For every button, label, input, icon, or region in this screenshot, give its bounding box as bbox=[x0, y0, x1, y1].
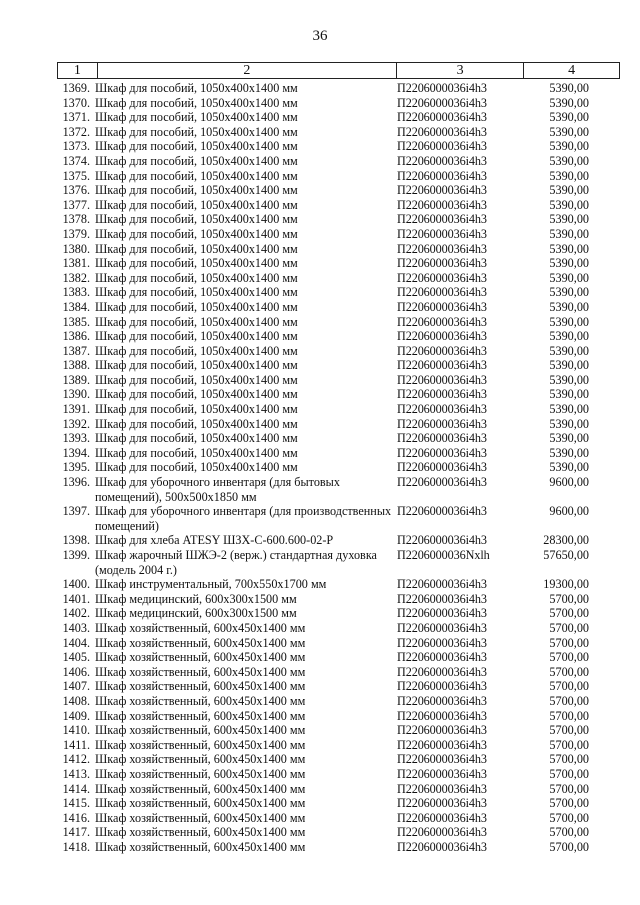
table-row bbox=[0, 796, 640, 811]
item-code: П2206000036і4h3 bbox=[397, 781, 487, 796]
column-header: 2 bbox=[98, 63, 397, 78]
item-code: П2206000036і4h3 bbox=[397, 737, 487, 752]
item-name: Шкаф хозяйственный, 600х450х1400 мм bbox=[95, 723, 306, 738]
item-code: П2206000036і4h3 bbox=[397, 197, 487, 212]
item-price: 5390,00 bbox=[549, 343, 589, 358]
table-row bbox=[0, 840, 640, 855]
item-code: П2206000036і4h3 bbox=[397, 329, 487, 344]
item-code: П2206000036і4h3 bbox=[397, 635, 487, 650]
table-row bbox=[0, 825, 640, 840]
table-row bbox=[0, 139, 640, 154]
item-name: Шкаф для пособий, 1050х400х1400 мм bbox=[95, 139, 298, 154]
item-code: П2206000036і4h3 bbox=[397, 343, 487, 358]
row-number: 1396. bbox=[62, 475, 90, 490]
table-row bbox=[0, 533, 640, 548]
table-row bbox=[0, 242, 640, 257]
item-code: П2206000036і4h3 bbox=[397, 825, 487, 840]
row-number: 1372. bbox=[62, 124, 90, 139]
table-row bbox=[0, 256, 640, 271]
item-price: 5390,00 bbox=[549, 153, 589, 168]
item-name: Шкаф для пособий, 1050х400х1400 мм bbox=[95, 212, 298, 227]
item-name: Шкаф хозяйственный, 600х450х1400 мм bbox=[95, 766, 306, 781]
item-price: 5390,00 bbox=[549, 241, 589, 256]
item-code: П2206000036і4h3 bbox=[397, 314, 487, 329]
item-name: Шкаф для пособий, 1050х400х1400 мм bbox=[95, 343, 298, 358]
item-code: П2206000036і4h3 bbox=[397, 796, 487, 811]
item-code: П2206000036і4h3 bbox=[397, 139, 487, 154]
item-price: 5700,00 bbox=[549, 810, 589, 825]
item-code: П2206000036і4h3 bbox=[397, 402, 487, 417]
item-price: 5390,00 bbox=[549, 445, 589, 460]
row-number: 1418. bbox=[62, 839, 90, 854]
item-code: П2206000036і4h3 bbox=[397, 299, 487, 314]
table-row bbox=[0, 402, 640, 417]
item-price: 5390,00 bbox=[549, 402, 589, 417]
item-code: П2206000036і4h3 bbox=[397, 752, 487, 767]
table-row bbox=[0, 387, 640, 402]
table-row bbox=[0, 169, 640, 184]
row-number: 1397. bbox=[62, 504, 90, 519]
item-name: Шкаф для пособий, 1050х400х1400 мм bbox=[95, 416, 298, 431]
item-name: Шкаф хозяйственный, 600х450х1400 мм bbox=[95, 650, 306, 665]
row-number: 1415. bbox=[62, 796, 90, 811]
row-number: 1388. bbox=[62, 358, 90, 373]
item-price: 5390,00 bbox=[549, 270, 589, 285]
item-name: Шкаф для пособий, 1050х400х1400 мм bbox=[95, 460, 298, 475]
row-number: 1406. bbox=[62, 664, 90, 679]
item-price: 5390,00 bbox=[549, 197, 589, 212]
item-price: 5390,00 bbox=[549, 387, 589, 402]
table-row bbox=[0, 329, 640, 344]
item-code: П2206000036і4h3 bbox=[397, 110, 487, 125]
row-number: 1376. bbox=[62, 183, 90, 198]
table-row bbox=[0, 621, 640, 636]
item-price: 57650,00 bbox=[543, 548, 589, 562]
item-name: Шкаф медицинский, 600х300х1500 мм bbox=[95, 591, 297, 606]
table-row bbox=[0, 738, 640, 753]
table-row bbox=[0, 417, 640, 432]
column-header: 3 bbox=[397, 63, 525, 78]
item-code: П2206000036і4h3 bbox=[397, 693, 487, 708]
table-row bbox=[0, 125, 640, 140]
row-number: 1412. bbox=[62, 752, 90, 767]
item-code: П2206000036і4h3 bbox=[397, 708, 487, 723]
row-number: 1377. bbox=[62, 197, 90, 212]
row-number: 1391. bbox=[62, 402, 90, 417]
item-code: П2206000036і4h3 bbox=[397, 620, 487, 635]
item-code: П2206000036і4h3 bbox=[397, 241, 487, 256]
row-number: 1410. bbox=[62, 723, 90, 738]
row-number: 1399. bbox=[62, 548, 90, 562]
item-code: П2206000036і4h3 bbox=[397, 606, 487, 621]
item-name: Шкаф жарочный ШЖЭ-2 (верж.) стандартная духовка (модель 2004 г.) bbox=[95, 548, 377, 577]
item-code: П2206000036і4h3 bbox=[397, 591, 487, 606]
table-row bbox=[0, 577, 640, 592]
item-name: Шкаф хозяйственный, 600х450х1400 мм bbox=[95, 693, 306, 708]
table-row bbox=[0, 475, 640, 504]
item-name: Шкаф для хлеба ATESY ШЗХ-С-600.600-02-Р bbox=[95, 533, 334, 548]
item-name: Шкаф для уборочного инвентаря (для производственных помещений) bbox=[95, 504, 392, 533]
item-name: Шкаф хозяйственный, 600х450х1400 мм bbox=[95, 810, 306, 825]
item-code: П2206000036і4h3 bbox=[397, 285, 487, 300]
item-code: П2206000036і4h3 bbox=[397, 183, 487, 198]
item-name: Шкаф для пособий, 1050х400х1400 мм bbox=[95, 110, 298, 125]
item-price: 9600,00 bbox=[549, 504, 589, 519]
row-number: 1381. bbox=[62, 256, 90, 271]
item-code: П2206000036і4h3 bbox=[397, 95, 487, 110]
item-price: 5390,00 bbox=[549, 329, 589, 344]
item-name: Шкаф для пособий, 1050х400х1400 мм bbox=[95, 445, 298, 460]
item-name: Шкаф хозяйственный, 600х450х1400 мм bbox=[95, 708, 306, 723]
item-price: 5700,00 bbox=[549, 737, 589, 752]
item-name: Шкаф для пособий, 1050х400х1400 мм bbox=[95, 387, 298, 402]
item-price: 5390,00 bbox=[549, 431, 589, 446]
item-code: П2206000036і4h3 bbox=[397, 212, 487, 227]
item-price: 5700,00 bbox=[549, 693, 589, 708]
item-code: П2206000036і4h3 bbox=[397, 226, 487, 241]
item-name: Шкаф для пособий, 1050х400х1400 мм bbox=[95, 168, 298, 183]
table-row bbox=[0, 723, 640, 738]
item-price: 5390,00 bbox=[549, 299, 589, 314]
item-name: Шкаф для пособий, 1050х400х1400 мм bbox=[95, 81, 298, 95]
row-number: 1387. bbox=[62, 343, 90, 358]
item-price: 5390,00 bbox=[549, 81, 589, 95]
table-row bbox=[0, 373, 640, 388]
item-price: 5390,00 bbox=[549, 95, 589, 110]
row-number: 1380. bbox=[62, 241, 90, 256]
item-price: 5390,00 bbox=[549, 183, 589, 198]
item-price: 5390,00 bbox=[549, 110, 589, 125]
item-code: П2206000036і4h3 bbox=[397, 153, 487, 168]
item-price: 5700,00 bbox=[549, 752, 589, 767]
item-name: Шкаф хозяйственный, 600х450х1400 мм bbox=[95, 620, 306, 635]
table-row bbox=[0, 271, 640, 286]
item-price: 5700,00 bbox=[549, 650, 589, 665]
table-row bbox=[0, 212, 640, 227]
table-row bbox=[0, 665, 640, 680]
item-name: Шкаф хозяйственный, 600х450х1400 мм bbox=[95, 839, 306, 854]
row-number: 1409. bbox=[62, 708, 90, 723]
item-code: П2206000036і4h3 bbox=[397, 124, 487, 139]
item-price: 5700,00 bbox=[549, 606, 589, 621]
item-name: Шкаф для пособий, 1050х400х1400 мм bbox=[95, 402, 298, 417]
item-name: Шкаф для пособий, 1050х400х1400 мм bbox=[95, 299, 298, 314]
item-price: 5390,00 bbox=[549, 460, 589, 475]
item-name: Шкаф для пособий, 1050х400х1400 мм bbox=[95, 431, 298, 446]
item-name: Шкаф для пособий, 1050х400х1400 мм bbox=[95, 124, 298, 139]
item-name: Шкаф для пособий, 1050х400х1400 мм bbox=[95, 241, 298, 256]
item-code: П2206000036і4h3 bbox=[397, 81, 487, 95]
item-name: Шкаф хозяйственный, 600х450х1400 мм bbox=[95, 679, 306, 694]
item-code: П2206000036і4h3 bbox=[397, 256, 487, 271]
table-row bbox=[0, 227, 640, 242]
item-price: 5700,00 bbox=[549, 679, 589, 694]
item-price: 5390,00 bbox=[549, 139, 589, 154]
item-name: Шкаф хозяйственный, 600х450х1400 мм bbox=[95, 796, 306, 811]
item-code: П2206000036і4h3 bbox=[397, 460, 487, 475]
table-row bbox=[0, 650, 640, 665]
item-name: Шкаф для пособий, 1050х400х1400 мм bbox=[95, 358, 298, 373]
row-number: 1375. bbox=[62, 168, 90, 183]
item-price: 5390,00 bbox=[549, 226, 589, 241]
item-name: Шкаф для пособий, 1050х400х1400 мм bbox=[95, 270, 298, 285]
table-row bbox=[0, 154, 640, 169]
row-number: 1374. bbox=[62, 153, 90, 168]
item-code: П2206000036і4h3 bbox=[397, 839, 487, 854]
table-row bbox=[0, 811, 640, 826]
row-number: 1404. bbox=[62, 635, 90, 650]
item-code: П2206000036і4h3 bbox=[397, 372, 487, 387]
table-row bbox=[0, 548, 640, 577]
item-price: 5390,00 bbox=[549, 416, 589, 431]
item-code: П2206000036і4h3 bbox=[397, 577, 487, 592]
table-row bbox=[0, 315, 640, 330]
row-number: 1401. bbox=[62, 591, 90, 606]
item-code: П2206000036і4h3 bbox=[397, 358, 487, 373]
item-code: П2206000036і4h3 bbox=[397, 270, 487, 285]
row-number: 1405. bbox=[62, 650, 90, 665]
item-price: 5700,00 bbox=[549, 620, 589, 635]
item-price: 5390,00 bbox=[549, 372, 589, 387]
item-name: Шкаф медицинский, 600х300х1500 мм bbox=[95, 606, 297, 621]
table-row bbox=[0, 709, 640, 724]
item-code: П2206000036і4h3 bbox=[397, 723, 487, 738]
item-price: 5390,00 bbox=[549, 256, 589, 271]
table-row bbox=[0, 679, 640, 694]
item-price: 5390,00 bbox=[549, 285, 589, 300]
row-number: 1402. bbox=[62, 606, 90, 621]
table-row bbox=[0, 694, 640, 709]
item-price: 5700,00 bbox=[549, 708, 589, 723]
item-name: Шкаф инструментальный, 700х550х1700 мм bbox=[95, 577, 327, 592]
row-number: 1383. bbox=[62, 285, 90, 300]
item-price: 5700,00 bbox=[549, 723, 589, 738]
item-name: Шкаф хозяйственный, 600х450х1400 мм bbox=[95, 737, 306, 752]
row-number: 1417. bbox=[62, 825, 90, 840]
item-name: Шкаф для пособий, 1050х400х1400 мм bbox=[95, 183, 298, 198]
item-code: П2206000036і4h3 bbox=[397, 650, 487, 665]
item-code: П2206000036і4h3 bbox=[397, 679, 487, 694]
row-number: 1393. bbox=[62, 431, 90, 446]
row-number: 1386. bbox=[62, 329, 90, 344]
item-price: 5700,00 bbox=[549, 766, 589, 781]
item-price: 5390,00 bbox=[549, 314, 589, 329]
row-number: 1408. bbox=[62, 693, 90, 708]
table-row bbox=[0, 81, 640, 96]
table-row bbox=[0, 606, 640, 621]
item-price: 5700,00 bbox=[549, 635, 589, 650]
row-number: 1370. bbox=[62, 95, 90, 110]
item-price: 5700,00 bbox=[549, 839, 589, 854]
table-row bbox=[0, 782, 640, 797]
table-row bbox=[0, 344, 640, 359]
item-code: П2206000036Nxlh bbox=[397, 548, 490, 562]
item-code: П2206000036і4h3 bbox=[397, 387, 487, 402]
item-code: П2206000036і4h3 bbox=[397, 416, 487, 431]
row-number: 1389. bbox=[62, 372, 90, 387]
item-name: Шкаф для пособий, 1050х400х1400 мм bbox=[95, 197, 298, 212]
item-price: 5390,00 bbox=[549, 358, 589, 373]
item-code: П2206000036і4h3 bbox=[397, 664, 487, 679]
item-name: Шкаф хозяйственный, 600х450х1400 мм bbox=[95, 664, 306, 679]
table-row bbox=[0, 752, 640, 767]
row-number: 1407. bbox=[62, 679, 90, 694]
item-code: П2206000036і4h3 bbox=[397, 810, 487, 825]
item-name: Шкаф для пособий, 1050х400х1400 мм bbox=[95, 372, 298, 387]
item-price: 5700,00 bbox=[549, 591, 589, 606]
row-number: 1395. bbox=[62, 460, 90, 475]
column-header: 4 bbox=[568, 63, 576, 78]
item-price: 9600,00 bbox=[549, 475, 589, 490]
table-row bbox=[0, 110, 640, 125]
item-name: Шкаф для пособий, 1050х400х1400 мм bbox=[95, 95, 298, 110]
item-name: Шкаф для пособий, 1050х400х1400 мм bbox=[95, 285, 298, 300]
item-code: П2206000036і4h3 bbox=[397, 431, 487, 446]
page-number: 36 bbox=[312, 28, 328, 44]
item-price: 5700,00 bbox=[549, 825, 589, 840]
item-code: П2206000036і4h3 bbox=[397, 533, 487, 548]
table-row bbox=[0, 96, 640, 111]
item-name: Шкаф для пособий, 1050х400х1400 мм bbox=[95, 256, 298, 271]
table-body bbox=[0, 81, 640, 854]
item-name: Шкаф хозяйственный, 600х450х1400 мм bbox=[95, 635, 306, 650]
table-row bbox=[0, 300, 640, 315]
item-name: Шкаф для пособий, 1050х400х1400 мм bbox=[95, 314, 298, 329]
item-name: Шкаф для пособий, 1050х400х1400 мм bbox=[95, 329, 298, 344]
table-row bbox=[0, 636, 640, 651]
table-header bbox=[57, 62, 620, 79]
row-number: 1403. bbox=[62, 620, 90, 635]
row-number: 1414. bbox=[62, 781, 90, 796]
item-price: 5700,00 bbox=[549, 664, 589, 679]
row-number: 1411. bbox=[63, 737, 90, 752]
row-number: 1384. bbox=[62, 299, 90, 314]
item-price: 28300,00 bbox=[543, 533, 589, 548]
table-row bbox=[0, 504, 640, 533]
item-name: Шкаф хозяйственный, 600х450х1400 мм bbox=[95, 781, 306, 796]
row-number: 1416. bbox=[62, 810, 90, 825]
row-number: 1369. bbox=[62, 81, 90, 95]
row-number: 1390. bbox=[62, 387, 90, 402]
row-number: 1371. bbox=[62, 110, 90, 125]
item-code: П2206000036і4h3 bbox=[397, 168, 487, 183]
table-row bbox=[0, 183, 640, 198]
column-header: 1 bbox=[58, 63, 98, 78]
item-name: Шкаф хозяйственный, 600х450х1400 мм bbox=[95, 825, 306, 840]
row-number: 1379. bbox=[62, 226, 90, 241]
table-row bbox=[0, 358, 640, 373]
table-row bbox=[0, 446, 640, 461]
item-name: Шкаф хозяйственный, 600х450х1400 мм bbox=[95, 752, 306, 767]
row-number: 1378. bbox=[62, 212, 90, 227]
row-number: 1382. bbox=[62, 270, 90, 285]
table-row bbox=[0, 592, 640, 607]
row-number: 1373. bbox=[62, 139, 90, 154]
item-code: П2206000036і4h3 bbox=[397, 475, 487, 490]
row-number: 1400. bbox=[62, 577, 90, 592]
row-number: 1385. bbox=[62, 314, 90, 329]
item-price: 5390,00 bbox=[549, 124, 589, 139]
row-number: 1413. bbox=[62, 766, 90, 781]
item-name: Шкаф для пособий, 1050х400х1400 мм bbox=[95, 153, 298, 168]
item-name: Шкаф для уборочного инвентаря (для бытовых помещений), 500х500х1850 мм bbox=[95, 475, 340, 504]
item-code: П2206000036і4h3 bbox=[397, 445, 487, 460]
item-name: Шкаф для пособий, 1050х400х1400 мм bbox=[95, 226, 298, 241]
item-price: 5700,00 bbox=[549, 796, 589, 811]
table-row bbox=[0, 285, 640, 300]
table-row bbox=[0, 767, 640, 782]
table-row bbox=[0, 460, 640, 475]
row-number: 1398. bbox=[62, 533, 90, 548]
table-row bbox=[0, 198, 640, 213]
table-row bbox=[0, 431, 640, 446]
row-number: 1394. bbox=[62, 445, 90, 460]
item-price: 19300,00 bbox=[543, 577, 589, 592]
item-price: 5700,00 bbox=[549, 781, 589, 796]
item-code: П2206000036і4h3 bbox=[397, 766, 487, 781]
item-price: 5390,00 bbox=[549, 168, 589, 183]
row-number: 1392. bbox=[62, 416, 90, 431]
item-price: 5390,00 bbox=[549, 212, 589, 227]
item-code: П2206000036і4h3 bbox=[397, 504, 487, 519]
